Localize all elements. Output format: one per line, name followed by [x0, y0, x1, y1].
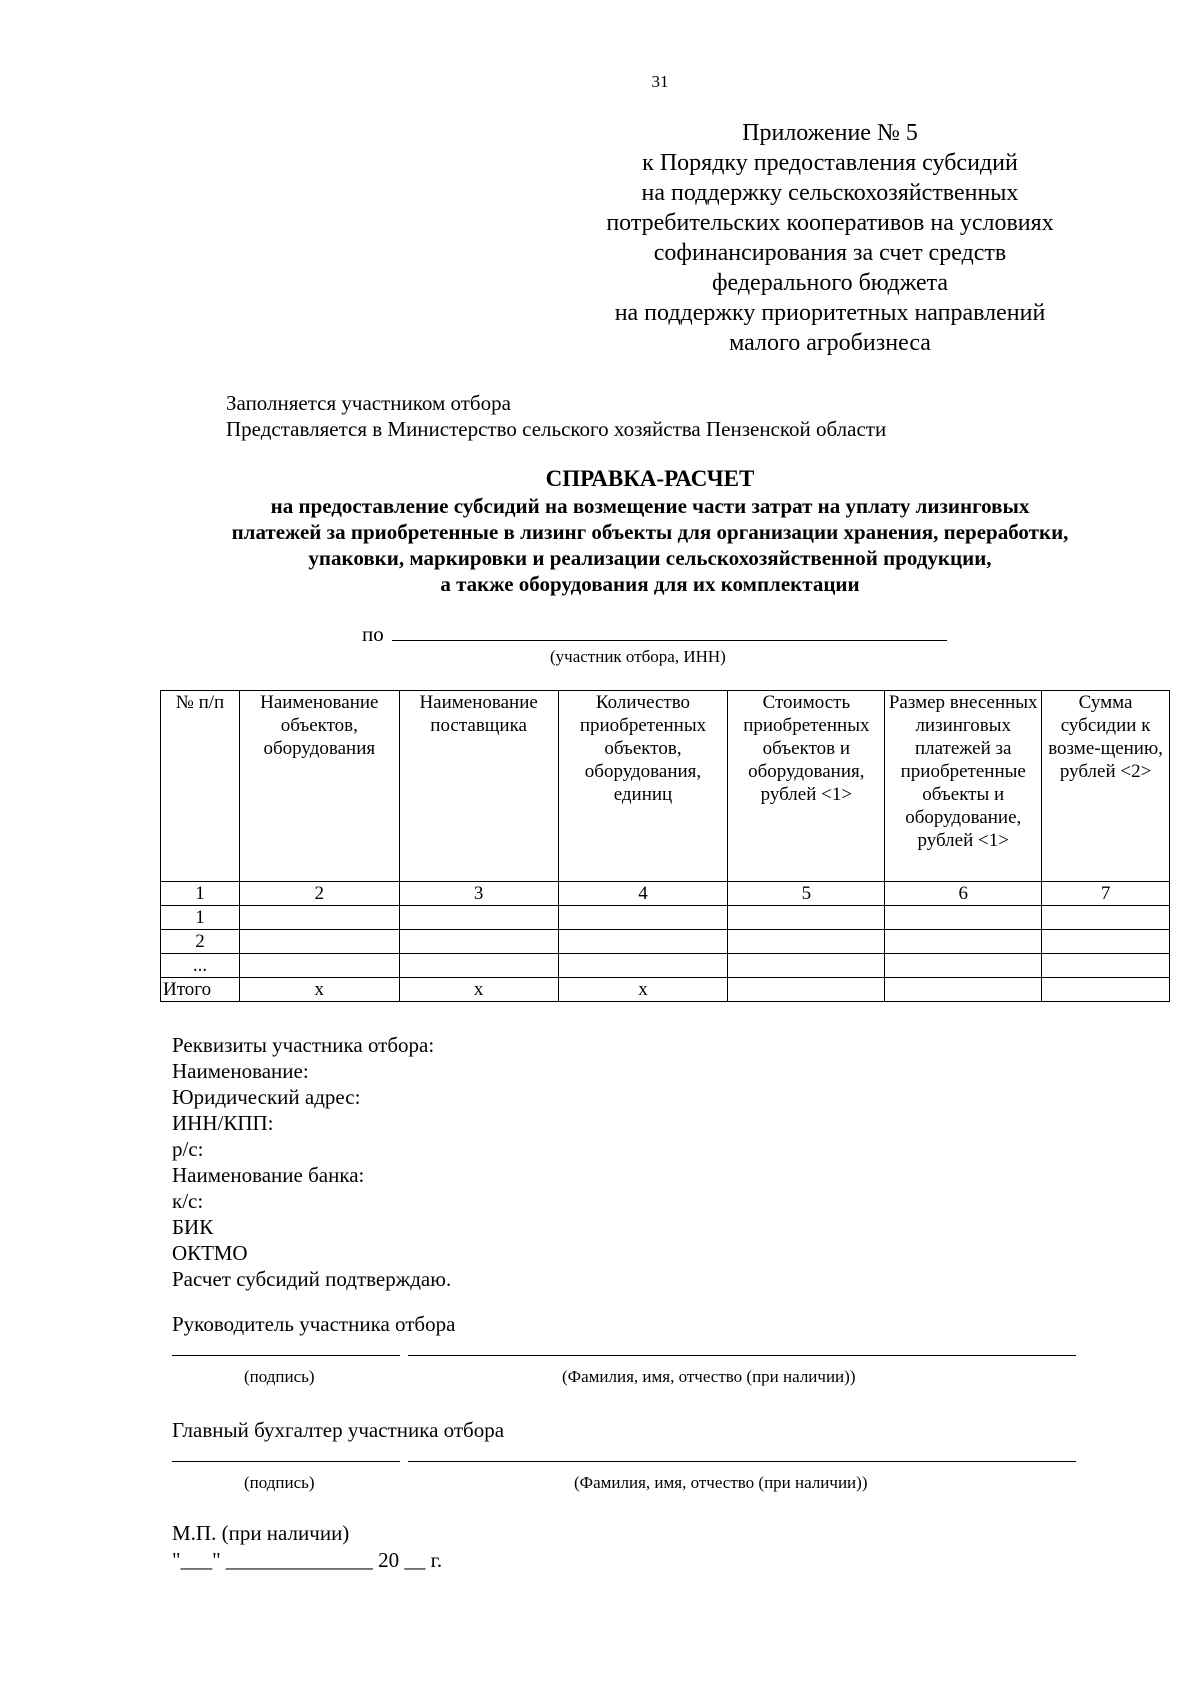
table-cell[interactable]: [885, 906, 1042, 930]
table-header-row: [161, 691, 1170, 882]
row-number: 1: [161, 906, 240, 930]
column-number: 5: [728, 882, 885, 906]
head-label: Руководитель участника отбора: [172, 1312, 456, 1336]
requisite-line: Расчет субсидий подтверждаю.: [172, 1267, 452, 1291]
column-number: 2: [239, 882, 399, 906]
table-cell[interactable]: [728, 954, 885, 978]
table-cell[interactable]: [239, 906, 399, 930]
requisite-line: Юридический адрес:: [172, 1085, 361, 1109]
stamp-label: М.П. (при наличии): [172, 1521, 350, 1545]
requisite-line: Наименование:: [172, 1059, 309, 1083]
requisite-line: р/с:: [172, 1137, 204, 1161]
total-label: Итого: [161, 978, 240, 1002]
table-cell[interactable]: [399, 930, 558, 954]
column-number: 6: [885, 882, 1042, 906]
column-number-row: [161, 882, 1170, 906]
appendix-line: федерального бюджета: [711, 270, 949, 296]
title-line: а также оборудования для их комплектации: [440, 572, 860, 596]
appendix-line: на поддержку сельскохозяйственных: [641, 180, 1019, 206]
head-name-field[interactable]: [408, 1355, 1076, 1356]
table-cell[interactable]: [1042, 906, 1170, 930]
filled-by-note: Заполняется участником отбора: [226, 391, 511, 415]
table-cell[interactable]: [1042, 930, 1170, 954]
column-number: 4: [558, 882, 728, 906]
appendix-line: малого агробизнеса: [729, 330, 931, 356]
title-line: упаковки, маркировки и реализации сельскохозяйственной продукции,: [308, 546, 992, 570]
main-title: СПРАВКА-РАСЧЕТ: [545, 466, 755, 491]
table-cell[interactable]: [239, 930, 399, 954]
appendix-line: софинансирования за счет средств: [653, 240, 1007, 266]
table-cell[interactable]: [1042, 954, 1170, 978]
requisites-block: [172, 1032, 451, 1292]
name-caption: (Фамилия, имя, отчество (при наличии)): [562, 1367, 856, 1386]
appendix-header: [570, 118, 1090, 358]
header-cell: Стоимость приобретенных объектов и оборудования, рублей <1>: [728, 691, 885, 882]
name-caption: (Фамилия, имя, отчество (при наличии)): [574, 1473, 868, 1492]
requisite-line: ОКТМО: [172, 1241, 248, 1265]
accountant-signature-lines: [172, 1443, 504, 1473]
accountant-name-field[interactable]: [408, 1461, 1076, 1462]
total-cell[interactable]: [728, 978, 885, 1002]
requisite-line: к/с:: [172, 1189, 204, 1213]
title-line: на предоставление субсидий на возмещение части затрат на уплату лизинговых: [270, 494, 1030, 518]
accountant-signature-field[interactable]: [172, 1461, 400, 1462]
participant-prefix: по: [362, 622, 384, 646]
requisite-line: БИК: [172, 1215, 214, 1239]
participant-line: [362, 622, 947, 647]
calculation-table: [160, 690, 1170, 1002]
table-cell[interactable]: [728, 906, 885, 930]
requisite-line: Реквизиты участника отбора:: [172, 1033, 435, 1057]
total-row: [161, 978, 1170, 1002]
total-cell[interactable]: [885, 978, 1042, 1002]
header-cell: Наименование поставщика: [399, 691, 558, 882]
column-number: 7: [1042, 882, 1170, 906]
total-cell: x: [558, 978, 728, 1002]
accountant-label: Главный бухгалтер участника отбора: [172, 1418, 505, 1442]
header-cell: Наименование объектов, оборудования: [239, 691, 399, 882]
head-signature-captions: [172, 1367, 856, 1389]
table-cell[interactable]: [885, 930, 1042, 954]
head-signature-lines: [172, 1337, 455, 1367]
total-cell: x: [399, 978, 558, 1002]
table-cell[interactable]: [399, 954, 558, 978]
table-cell[interactable]: [728, 930, 885, 954]
date-line: "___" ______________ 20 __ г.: [172, 1548, 443, 1572]
total-cell: x: [239, 978, 399, 1002]
column-number: 1: [161, 882, 240, 906]
requisite-line: Наименование банка:: [172, 1163, 365, 1187]
table-cell[interactable]: [558, 954, 728, 978]
table-row: [161, 930, 1170, 954]
participant-caption: (участник отбора, ИНН): [550, 647, 726, 666]
header-cell: Количество приобретенных объектов, оборудования, единиц: [558, 691, 728, 882]
appendix-line: потребительских кооперативов на условиях: [606, 210, 1054, 236]
accountant-signature-block: [172, 1418, 868, 1495]
row-number: ...: [161, 954, 240, 978]
table-row: [161, 954, 1170, 978]
title-line: платежей за приобретенные в лизинг объекты для организации хранения, переработки,: [231, 520, 1069, 544]
document-title: [160, 465, 1140, 597]
header-cell: Размер внесенных лизинговых платежей за приобретенные объекты и оборудование, рублей <1>: [885, 691, 1042, 882]
table-cell[interactable]: [558, 930, 728, 954]
stamp-block: [172, 1520, 442, 1574]
table-cell[interactable]: [399, 906, 558, 930]
participant-field[interactable]: [392, 622, 947, 641]
appendix-line: к Порядку предоставления субсидий: [642, 150, 1018, 176]
requisite-line: ИНН/КПП:: [172, 1111, 274, 1135]
row-number: 2: [161, 930, 240, 954]
accountant-signature-captions: [172, 1473, 868, 1495]
signature-caption: (подпись): [244, 1367, 315, 1386]
table-row: [161, 906, 1170, 930]
head-signature-field[interactable]: [172, 1355, 400, 1356]
column-number: 3: [399, 882, 558, 906]
total-cell[interactable]: [1042, 978, 1170, 1002]
submitted-to-note: Представляется в Министерство сельского хозяйства Пензенской области: [226, 417, 887, 441]
appendix-line: Приложение № 5: [742, 120, 918, 146]
appendix-line: на поддержку приоритетных направлений: [614, 300, 1046, 326]
signature-caption: (подпись): [244, 1473, 315, 1492]
table-cell[interactable]: [239, 954, 399, 978]
table-cell[interactable]: [885, 954, 1042, 978]
fill-notes: [226, 390, 886, 442]
table-cell[interactable]: [558, 906, 728, 930]
page-number: 31: [651, 72, 669, 91]
head-signature-block: [172, 1312, 856, 1389]
header-cell: № п/п: [161, 691, 240, 882]
header-cell: Сумма субсидии к возме-щению, рублей <2>: [1042, 691, 1170, 882]
